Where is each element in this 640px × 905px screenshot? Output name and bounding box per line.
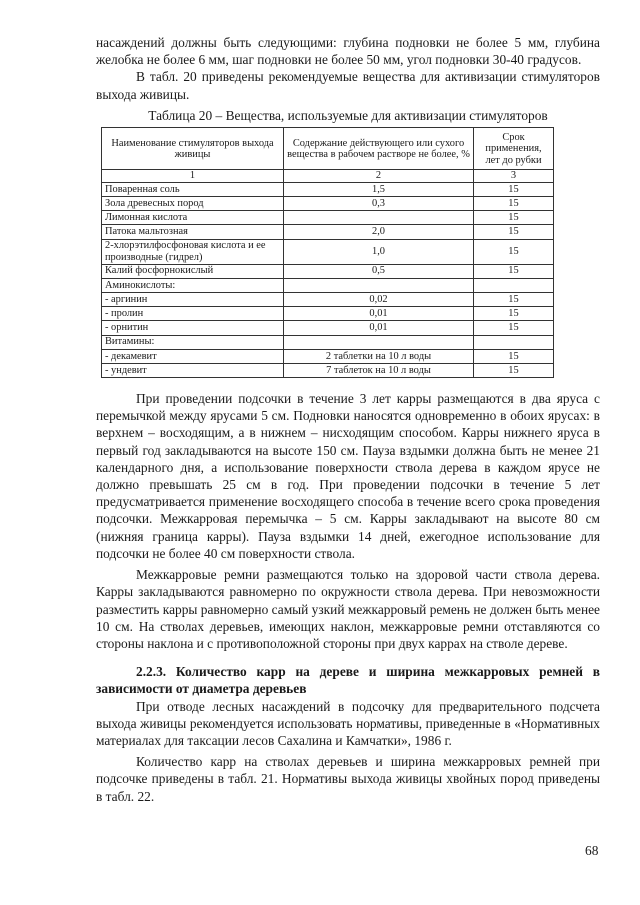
cell-content: 1,5 (284, 182, 474, 196)
table-row (102, 225, 554, 239)
cell-content: 0,01 (284, 307, 474, 321)
cell-term: 15 (474, 363, 554, 377)
cell-content: 7 таблеток на 10 л воды (284, 363, 474, 377)
cell-content: 0,02 (284, 292, 474, 306)
cell-term: 15 (474, 225, 554, 239)
table-row (102, 239, 554, 264)
cell-term: 15 (474, 211, 554, 225)
col-number: 1 (102, 170, 284, 183)
cell-term: 15 (474, 197, 554, 211)
table-row (102, 363, 554, 377)
document-page (96, 34, 600, 805)
cell-term (474, 335, 554, 349)
cell-content: 0,3 (284, 197, 474, 211)
cell-term: 15 (474, 349, 554, 363)
cell-term: 15 (474, 182, 554, 196)
col-number: 3 (474, 170, 554, 183)
cell-content (284, 211, 474, 225)
table-row (102, 264, 554, 278)
cell-content: 0,5 (284, 264, 474, 278)
cell-term: 15 (474, 239, 554, 264)
table-row (102, 321, 554, 335)
spacer (96, 378, 600, 390)
cell-name: Витамины: (102, 335, 284, 349)
paragraph-2: В табл. 20 приведены рекомендуемые вещества для активизации стимуляторов выхода живицы. (96, 69, 600, 102)
cell-name: Калий фосфорнокислый (102, 264, 284, 278)
cell-term: 15 (474, 292, 554, 306)
table-row (102, 349, 554, 363)
cell-name: - пролин (102, 307, 284, 321)
paragraph-6: Количество карр на стволах деревьев и ширина межкарровых ремней при подсочке приведены в табл. 21. Нормативы выхода живицы хвойных пород приведены в табл. 22. (96, 754, 600, 804)
paragraph-5: При отводе лесных насаждений в подсочку для предварительного подсчета выхода живицы рекомендуется использовать нормативы, приведенные в «Нормативных материалах для таксации лесов Сахалина и Камчатки», 1986 г. (96, 698, 600, 748)
cell-term (474, 278, 554, 292)
paragraph-4: Межкарровые ремни размещаются только на здоровой части ствола дерева. Карры закладываются равномерно по окружности ствола дерева. При невозможности разместить карры равномерно самый узкий межкарровый ремень не должен быть менее 10 см. На стволах деревьев, имеющих наклон, межкарровые ремни отставляются со стороны наклона и с противоположной стороны при двух каррах на стволе дереве. (96, 567, 600, 651)
cell-term: 15 (474, 307, 554, 321)
stimulators-table (101, 127, 554, 378)
paragraph-3: При проведении подсочки в течение 3 лет карры размещаются в два яруса с перемычкой между ярусами 5 см. Подновки наносятся одновременно в обоих ярусах: в верхнем – восходящим, а в нижнем – нисходящим способом. Карры нижнего яруса в первый год закладываются на высоте 150 см. Пауза вздымки должна быть не менее 21 календарного дня, а использование поверхности ствола дерева в каждом ярусе не должно превышать 25 см в год. При проведении подсочки в течение 5 лет предусматривается применение восходящего способа в течение всего срока проведения подсочки. Межкарровая перемычка – 5 см. Карры закладывают на высоте 80 см (нижняя граница карры). Пауза вздымки 14 дней, ежегодное использование для подсочки не более 40 см поверхности ствола. (96, 391, 600, 561)
header-term: Срок применения, лет до рубки (474, 127, 554, 170)
cell-name: - ундевит (102, 363, 284, 377)
table-row (102, 292, 554, 306)
page-number: 68 (585, 843, 599, 858)
table-row (102, 278, 554, 292)
cell-content (284, 335, 474, 349)
cell-name: Лимонная кислота (102, 211, 284, 225)
cell-name: Аминокислоты: (102, 278, 284, 292)
section-heading: 2.2.3. Количество карр на дереве и ширина межкарровых ремней в зависимости от диаметра деревьев (96, 664, 600, 697)
cell-name: - декамевит (102, 349, 284, 363)
table-row (102, 197, 554, 211)
cell-name: Поваренная соль (102, 182, 284, 196)
table-header-row (102, 127, 554, 170)
table-row (102, 335, 554, 349)
cell-name: Зола древесных пород (102, 197, 284, 211)
paragraph-1: насаждений должны быть следующими: глубина подновки не более 5 мм, глубина желобка не более 6 мм, шаг подновки не более 50 мм, угол подновки 30-40 градусов. (96, 35, 600, 68)
cell-content: 0,01 (284, 321, 474, 335)
cell-content: 2 таблетки на 10 л воды (284, 349, 474, 363)
cell-name: 2-хлорэтилфосфоновая кислота и ее производные (гидрел) (102, 239, 284, 264)
cell-name: Патока мальтозная (102, 225, 284, 239)
table-column-numbers (102, 170, 554, 183)
table-row (102, 307, 554, 321)
table-caption: Таблица 20 – Вещества, используемые для активизации стимуляторов (148, 107, 548, 123)
table-row (102, 211, 554, 225)
col-number: 2 (284, 170, 474, 183)
cell-name: - орнитин (102, 321, 284, 335)
header-content: Содержание действующего или сухого вещества в рабочем растворе не более, % (284, 127, 474, 170)
cell-content: 1,0 (284, 239, 474, 264)
cell-name: - аргинин (102, 292, 284, 306)
table-row (102, 182, 554, 196)
cell-content: 2,0 (284, 225, 474, 239)
cell-content (284, 278, 474, 292)
header-name: Наименование стимуляторов выхода живицы (102, 127, 284, 170)
cell-term: 15 (474, 264, 554, 278)
cell-term: 15 (474, 321, 554, 335)
